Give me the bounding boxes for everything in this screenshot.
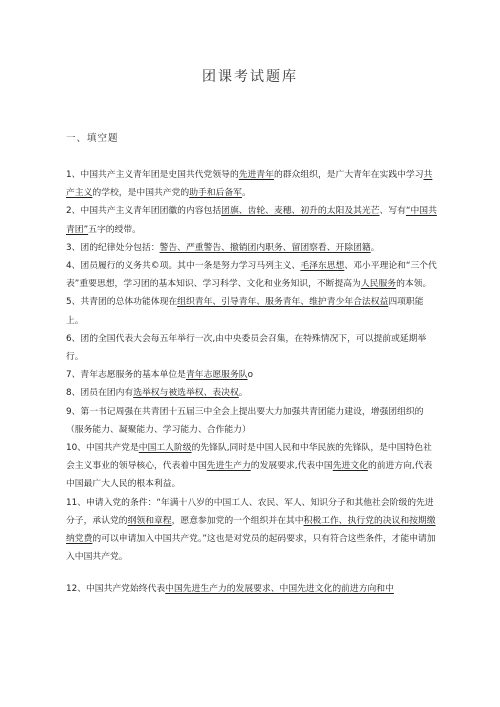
- question-text: 的群众组织，是广大青年在实践中学习: [273, 170, 424, 180]
- question-item: [66, 166, 438, 202]
- answer-text: 人民服务: [360, 279, 397, 290]
- question-text: 的学校，是中国共产党的: [92, 188, 190, 199]
- question-item: [66, 257, 438, 293]
- question-item: [66, 439, 438, 494]
- question-item: [66, 580, 438, 598]
- answer-text: 积极工作、执行党的决议和按期缴纳党费: [66, 515, 436, 545]
- question-text: 的前进方向,代表中国最广大人民的根本利益。: [66, 461, 433, 490]
- question-text: ，愿意参加党的一个组织并在其中: [171, 515, 304, 526]
- question-item: [66, 202, 438, 238]
- question-text: 3、团的纪律处分包括：: [66, 242, 160, 253]
- question-text: o: [247, 370, 253, 381]
- question-item: [66, 293, 438, 329]
- question-text: 、写有: [379, 206, 406, 217]
- question-text: 10、中国共产党是: [66, 443, 139, 454]
- question-text: 的发展要求,代表中国: [250, 461, 333, 472]
- question-text: 五字的绶带。: [88, 224, 141, 235]
- question-item: [66, 403, 438, 439]
- answer-text: 警告、严重警告、撤销团内职务、留团察看、开除团籍: [159, 242, 371, 253]
- question-text: 的本领。: [396, 279, 432, 290]
- question-text: 1、中国共产主义青年团是史国共代党领导的: [66, 170, 239, 180]
- question-text: 11、申请入党的条件：“年满十八岁的中国工人、农民、军人、知识分子和其他社会阶级的先进分子，承认党的: [66, 497, 434, 526]
- answer-text: 中国先进生产力的发展要求、中国先进文化的前进方向和中: [165, 584, 394, 595]
- question-list: [66, 166, 438, 599]
- section-heading: 一、填空题: [66, 133, 119, 144]
- question-text: 8、团员在团内有: [66, 388, 134, 399]
- question-item: [66, 330, 438, 366]
- page-title: 团课考试题库: [202, 69, 298, 85]
- answer-text: 毛泽东思想: [300, 261, 345, 272]
- question-text: 。: [241, 188, 251, 199]
- question-text: 的先锋队,同时是中国人民和中华民族的先锋队，是中国特色社会主义事业的领导核心，代表着中国: [66, 443, 432, 472]
- question-text: 5、共青团的总体功能体现在: [66, 297, 178, 308]
- answer-text: 选举权与被选举权、表决权: [133, 388, 239, 399]
- question-item: [66, 239, 438, 257]
- answer-text: 团旗、齿轮、麦穗、初升的太阳及其光芒: [221, 206, 380, 217]
- answer-text: 纲领和章程: [127, 515, 172, 526]
- question-text: 四项职能上。: [66, 297, 424, 326]
- answer-text: “中国共青团”: [66, 206, 437, 235]
- question-text: 9、第一书记周强在共青团十五届三中全会上提出要大力加强共青团能力建设，增强团组织的（服务能力、凝聚能力、学习能力、合作能力）: [66, 406, 424, 435]
- answer-text: 先进文化: [332, 461, 368, 472]
- question-text: 7、青年志愿服务的基本单位是: [66, 370, 186, 381]
- question-text: 6、团的全国代表大会每五年举行一次,由中央委员会召集，在特殊情况下，可以提前或延期举行。: [66, 333, 427, 363]
- question-text: 。: [238, 388, 248, 399]
- question-text: 。: [370, 242, 380, 253]
- question-text: 、邓小平理论和“三个代表”重要思想，学习团的基本知识、学习科学、文化和业务知识，不断提高为: [66, 261, 437, 290]
- answer-text: 共产主义: [66, 170, 433, 199]
- question-item: [66, 366, 438, 384]
- answer-text: 先进青年: [238, 170, 274, 180]
- answer-text: 中国工人阶级: [138, 443, 192, 454]
- question-text: 的可以申请加入中国共产党。”这也是对党员的起码要求，只有符合这些条件，才能申请加入中国共产党。: [66, 534, 436, 563]
- answer-text: 助手和后备军: [189, 188, 242, 199]
- question-item: [66, 494, 438, 567]
- question-item: [66, 384, 438, 402]
- answer-text: 先进生产力: [206, 461, 251, 472]
- question-text: 12、中国共产党始终代表: [66, 584, 166, 595]
- answer-text: 组织青年、引导青年、服务青年、维护青少年合法权益: [177, 297, 389, 308]
- question-text: 4、团员履行的义务共©项。其中一条是努力学习马列主义、: [66, 261, 301, 272]
- question-text: 2、中国共产主义青年团团徽的内容包括: [66, 206, 222, 217]
- answer-text: 青年志愿服务队: [185, 370, 248, 381]
